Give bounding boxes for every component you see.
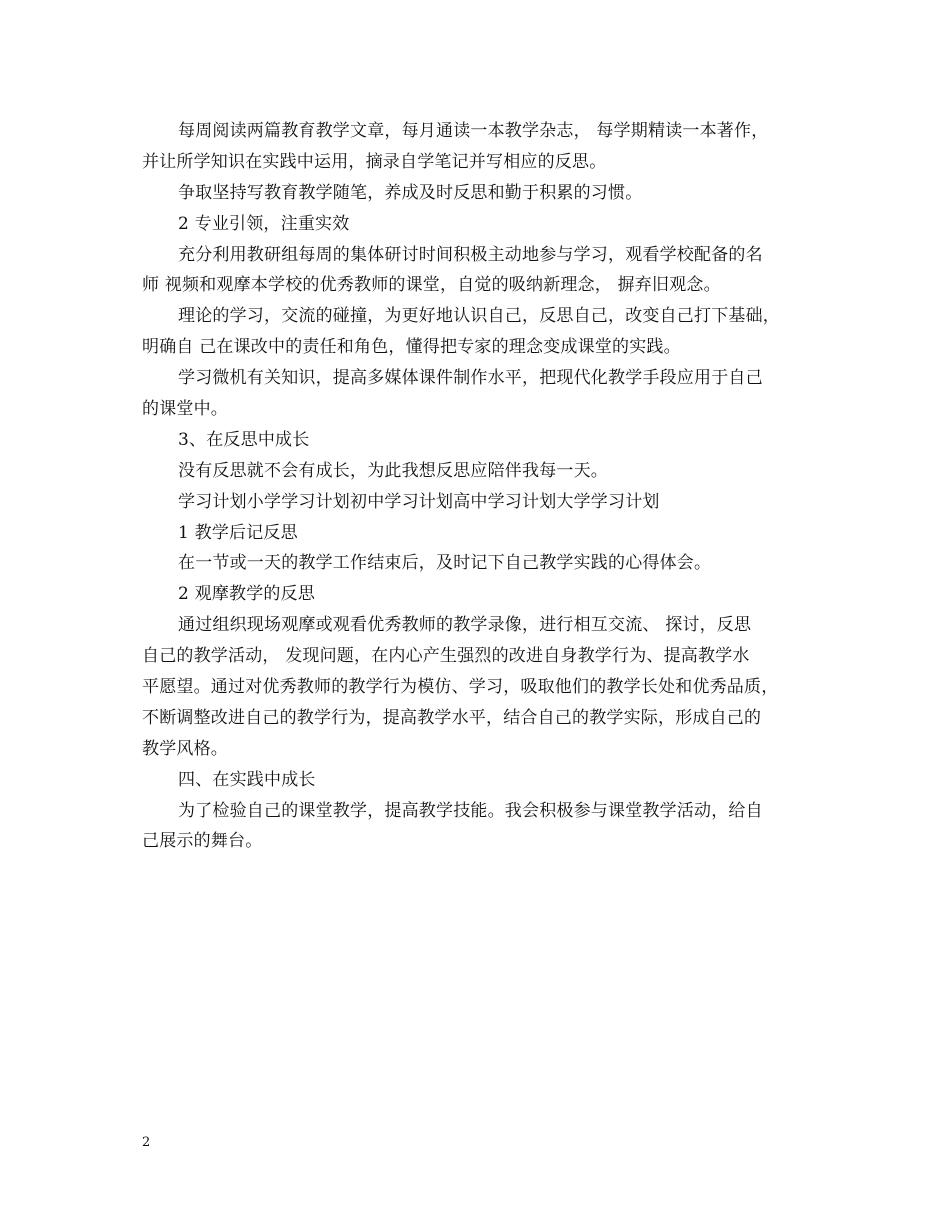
paragraph-line: 充分利用教研组每周的集体研讨时间积极主动地参与学习，观看学校配备的名 bbox=[178, 244, 763, 265]
section-heading: 四、在实践中成长 bbox=[178, 769, 316, 790]
paragraph-line: 平愿望。通过对优秀教师的教学行为模仿、学习，吸取他们的教学长处和优秀品质， bbox=[142, 677, 779, 698]
paragraph-line: 为了检验自己的课堂教学，提高教学技能。我会积极参与课堂教学活动，给自 bbox=[178, 800, 763, 821]
paragraph-line: 的课堂中。 bbox=[142, 399, 228, 420]
section-heading: 3、在反思中成长 bbox=[178, 429, 310, 450]
section-heading: 2 观摩教学的反思 bbox=[178, 584, 316, 605]
paragraph-line: 学习微机有关知识，提高多媒体课件制作水平，把现代化教学手段应用于自己 bbox=[178, 368, 763, 389]
paragraph-line: 不断调整改进自己的教学行为，提高教学水平，结合自己的教学实际，形成自己的 bbox=[142, 707, 762, 728]
document-body bbox=[142, 116, 822, 857]
paragraph-line: 在一节或一天的教学工作结束后，及时记下自己教学实践的心得体会。 bbox=[178, 553, 712, 574]
paragraph-line: 每周阅读两篇教育教学文章，每月通读一本教学杂志， 每学期精读一本著作， bbox=[178, 121, 769, 141]
paragraph-line: 学习计划小学学习计划初中学习计划高中学习计划大学学习计划 bbox=[178, 491, 660, 512]
paragraph-line: 没有反思就不会有成长，为此我想反思应陪伴我每一天。 bbox=[178, 460, 608, 481]
paragraph-line: 争取坚持写教育教学随笔，养成及时反思和勤于积累的习惯。 bbox=[178, 182, 643, 203]
paragraph-line: 教学风格。 bbox=[142, 738, 228, 759]
paragraph-line: 理论的学习，交流的碰撞，为更好地认识自己，反思自己，改变自己打下基础， bbox=[178, 306, 780, 327]
paragraph-line: 通过组织现场观摩或观看优秀教师的教学录像，进行相互交流、 探讨，反思 bbox=[178, 615, 752, 636]
paragraph-line: 己展示的舞台。 bbox=[142, 831, 263, 852]
section-heading: 2 专业引领，注重实效 bbox=[178, 213, 350, 234]
paragraph-line: 并让所学知识在实践中运用，摘录自学笔记并写相应的反思。 bbox=[142, 151, 607, 172]
paragraph-line: 师 视频和观摩本学校的优秀教师的课堂，自觉的吸纳新理念， 摒弃旧观念。 bbox=[142, 275, 721, 296]
section-heading: 1 教学后记反思 bbox=[178, 522, 298, 543]
page-number: 2 bbox=[142, 1135, 151, 1150]
paragraph-line: 自己的教学活动， 发现问题，在内心产生强烈的改进自身教学行为、提高教学水 bbox=[142, 646, 750, 667]
paragraph-line: 明确自 己在课改中的责任和角色，懂得把专家的理念变成课堂的实践。 bbox=[142, 337, 681, 358]
